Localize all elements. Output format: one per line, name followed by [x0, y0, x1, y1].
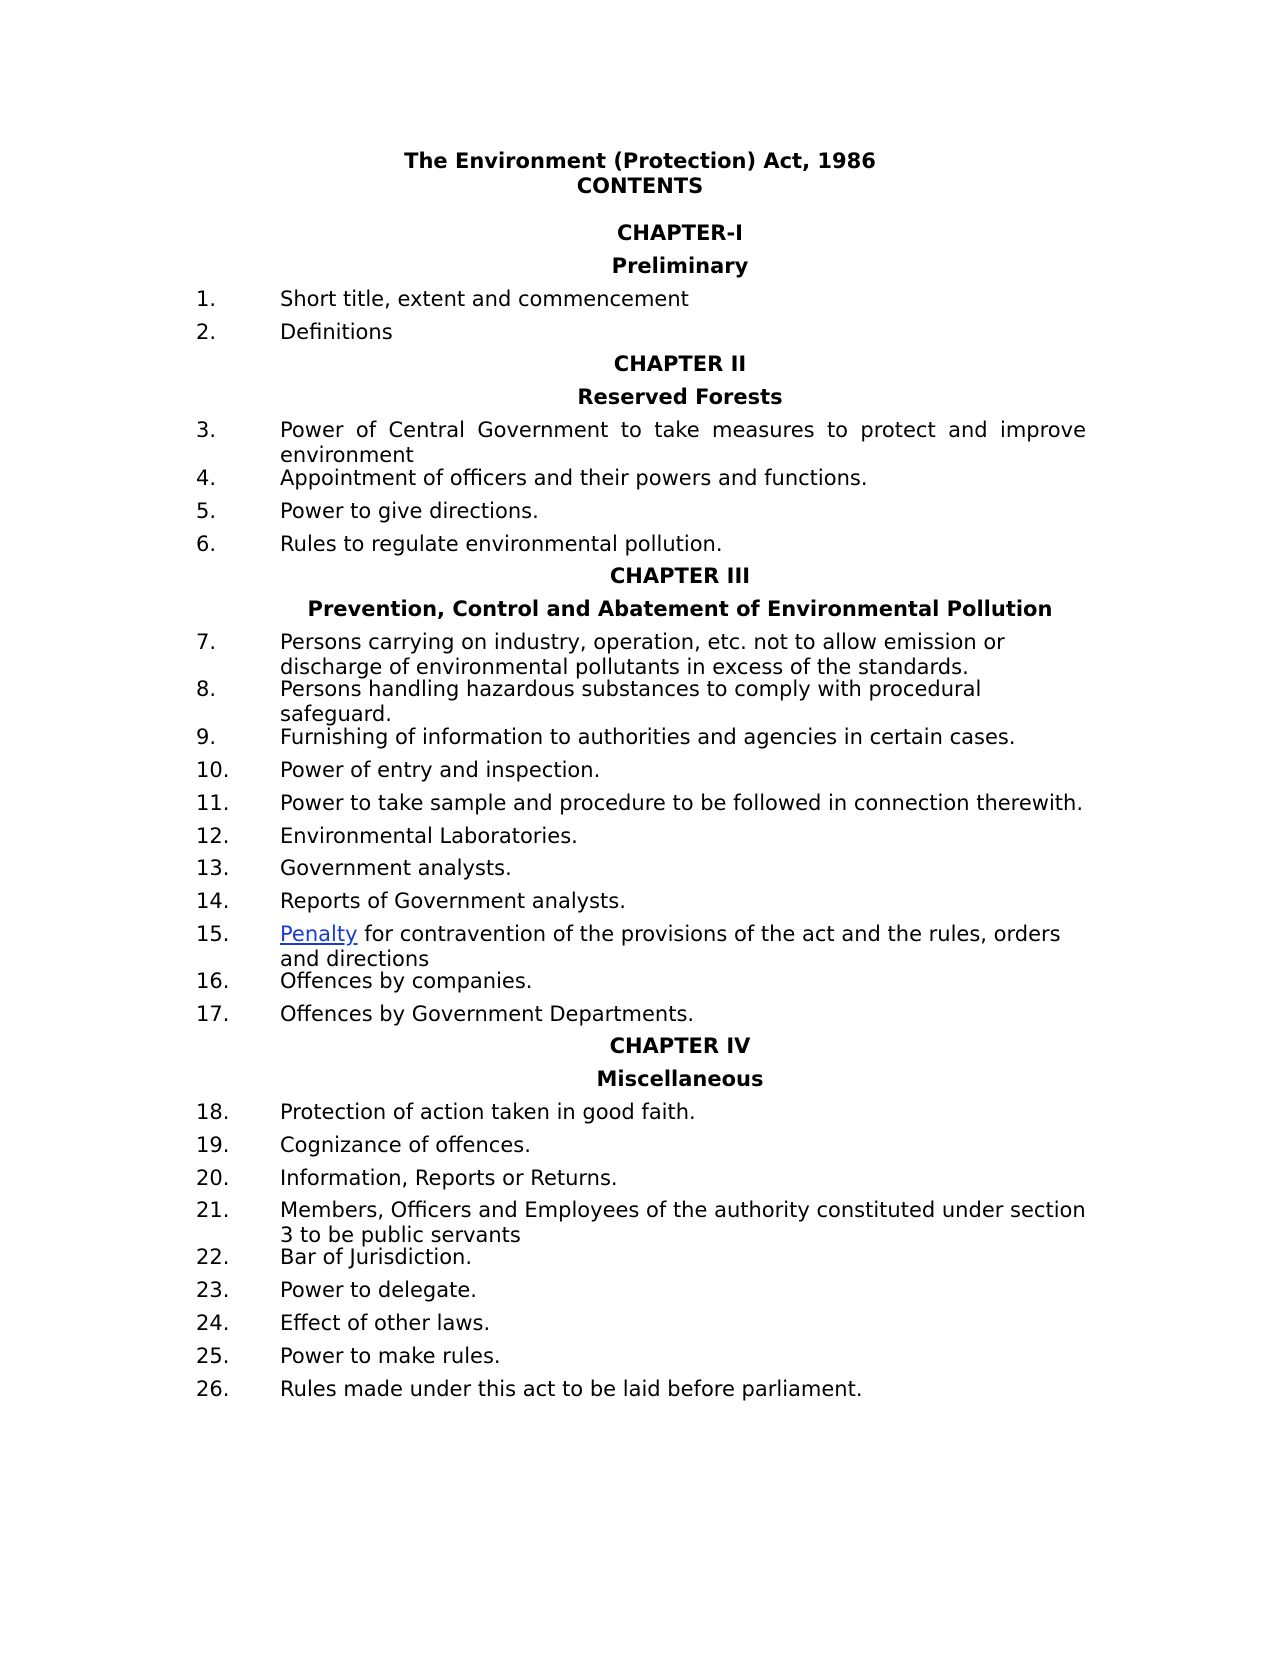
- section-number: 18.: [196, 1100, 230, 1124]
- section-title: Power of Central Government to take measures to protect and improve environment: [280, 418, 1086, 467]
- toc-entry[interactable]: [196, 791, 1086, 816]
- toc-entry[interactable]: [196, 532, 1086, 557]
- section-title: Persons carrying on industry, operation, etc. not to allow emission or discharge of environmental pollutants in excess of the standards.: [280, 630, 1005, 679]
- section-title: Power to make rules.: [280, 1344, 501, 1368]
- section-number: 8.: [196, 677, 217, 701]
- section-number: 16.: [196, 969, 230, 993]
- section-title: Protection of action taken in good faith.: [280, 1100, 696, 1124]
- toc-entry[interactable]: [196, 1344, 1086, 1369]
- chapter-2-title: Reserved Forests: [577, 385, 783, 409]
- section-number: 2.: [196, 320, 217, 344]
- toc-entry[interactable]: [196, 630, 1086, 679]
- chapter-2-heading: CHAPTER II: [613, 352, 747, 376]
- section-number: 14.: [196, 889, 230, 913]
- section-number: 1.: [196, 287, 217, 311]
- section-title: Offences by companies.: [280, 969, 533, 993]
- chapter-1-heading: CHAPTER-I: [617, 221, 743, 245]
- chapter-1-title: Preliminary: [611, 254, 749, 278]
- section-title: Short title, extent and commencement: [280, 287, 689, 311]
- chapter-4-heading: CHAPTER IV: [609, 1034, 751, 1058]
- section-title: Members, Officers and Employees of the authority constituted under section 3 to be public servants: [280, 1198, 1086, 1247]
- section-title: Power to delegate.: [280, 1278, 477, 1302]
- toc-entry[interactable]: [196, 856, 1086, 881]
- section-title: Power to give directions.: [280, 499, 539, 523]
- section-number: 10.: [196, 758, 230, 782]
- section-number: 24.: [196, 1311, 230, 1335]
- toc-entry[interactable]: [196, 824, 1086, 849]
- toc-entry[interactable]: [196, 889, 1086, 914]
- section-number: 21.: [196, 1198, 230, 1222]
- section-number: 22.: [196, 1245, 230, 1269]
- toc-entry[interactable]: [196, 1278, 1086, 1303]
- toc-entry[interactable]: [196, 758, 1086, 783]
- section-title: Power to take sample and procedure to be followed in connection therewith.: [280, 791, 1083, 815]
- section-number: 6.: [196, 532, 217, 556]
- section-title: Reports of Government analysts.: [280, 889, 626, 913]
- section-title: Environmental Laboratories.: [280, 824, 578, 848]
- section-title: Offences by Government Departments.: [280, 1002, 695, 1026]
- toc-entry[interactable]: [196, 1133, 1086, 1158]
- toc-entry[interactable]: [196, 1377, 1086, 1402]
- section-title: Information, Reports or Returns.: [280, 1166, 618, 1190]
- section-number: 13.: [196, 856, 230, 880]
- toc-entry[interactable]: [196, 287, 1086, 312]
- toc-entry[interactable]: [196, 922, 1086, 971]
- section-number: 3.: [196, 418, 217, 442]
- document-title: The Environment (Protection) Act, 1986: [404, 149, 876, 173]
- toc-entry[interactable]: [196, 677, 1086, 726]
- chapter-3-title: Prevention, Control and Abatement of Environmental Pollution: [307, 597, 1053, 621]
- section-title: Government analysts.: [280, 856, 512, 880]
- section-number: 26.: [196, 1377, 230, 1401]
- section-title: Definitions: [280, 320, 393, 344]
- section-number: 23.: [196, 1278, 230, 1302]
- section-title: Effect of other laws.: [280, 1311, 491, 1335]
- toc-entry[interactable]: [196, 1311, 1086, 1336]
- section-number: 4.: [196, 466, 217, 490]
- toc-entry[interactable]: [196, 1002, 1086, 1027]
- toc-entry[interactable]: [196, 499, 1086, 524]
- toc-entry[interactable]: [196, 969, 1086, 994]
- section-number: 9.: [196, 725, 217, 749]
- section-title: Power of entry and inspection.: [280, 758, 601, 782]
- chapter-3-heading: CHAPTER III: [609, 564, 751, 588]
- section-number: 15.: [196, 922, 230, 946]
- contents-heading: CONTENTS: [576, 174, 704, 198]
- section-number: 7.: [196, 630, 217, 654]
- section-title: [280, 922, 1086, 971]
- section-title: Cognizance of offences.: [280, 1133, 531, 1157]
- section-number: 11.: [196, 791, 230, 815]
- section-number: 12.: [196, 824, 230, 848]
- toc-entry[interactable]: [196, 1245, 1086, 1270]
- toc-entry[interactable]: [196, 725, 1086, 750]
- section-title: Rules made under this act to be laid before parliament.: [280, 1377, 863, 1401]
- section-title: Appointment of officers and their powers and functions.: [280, 466, 868, 490]
- section-number: 25.: [196, 1344, 230, 1368]
- toc-entry[interactable]: [196, 1166, 1086, 1191]
- section-title: Rules to regulate environmental pollution.: [280, 532, 723, 556]
- section-number: 5.: [196, 499, 217, 523]
- section-title: Furnishing of information to authorities and agencies in certain cases.: [280, 725, 1016, 749]
- toc-entry[interactable]: [196, 418, 1086, 467]
- chapter-4-title: Miscellaneous: [596, 1067, 764, 1091]
- section-number: 17.: [196, 1002, 230, 1026]
- section-title: Bar of Jurisdiction.: [280, 1245, 473, 1269]
- section-title: Persons handling hazardous substances to comply with procedural safeguard.: [280, 677, 982, 726]
- penalty-link[interactable]: Penalty: [280, 922, 358, 946]
- toc-entry[interactable]: [196, 320, 1086, 345]
- section-number: 19.: [196, 1133, 230, 1157]
- toc-entry[interactable]: [196, 1198, 1086, 1247]
- toc-entry[interactable]: [196, 466, 1086, 491]
- section-title-rest: for contravention of the provisions of the act and the rules, orders and directions: [280, 922, 1061, 971]
- toc-entry[interactable]: [196, 1100, 1086, 1125]
- section-number: 20.: [196, 1166, 230, 1190]
